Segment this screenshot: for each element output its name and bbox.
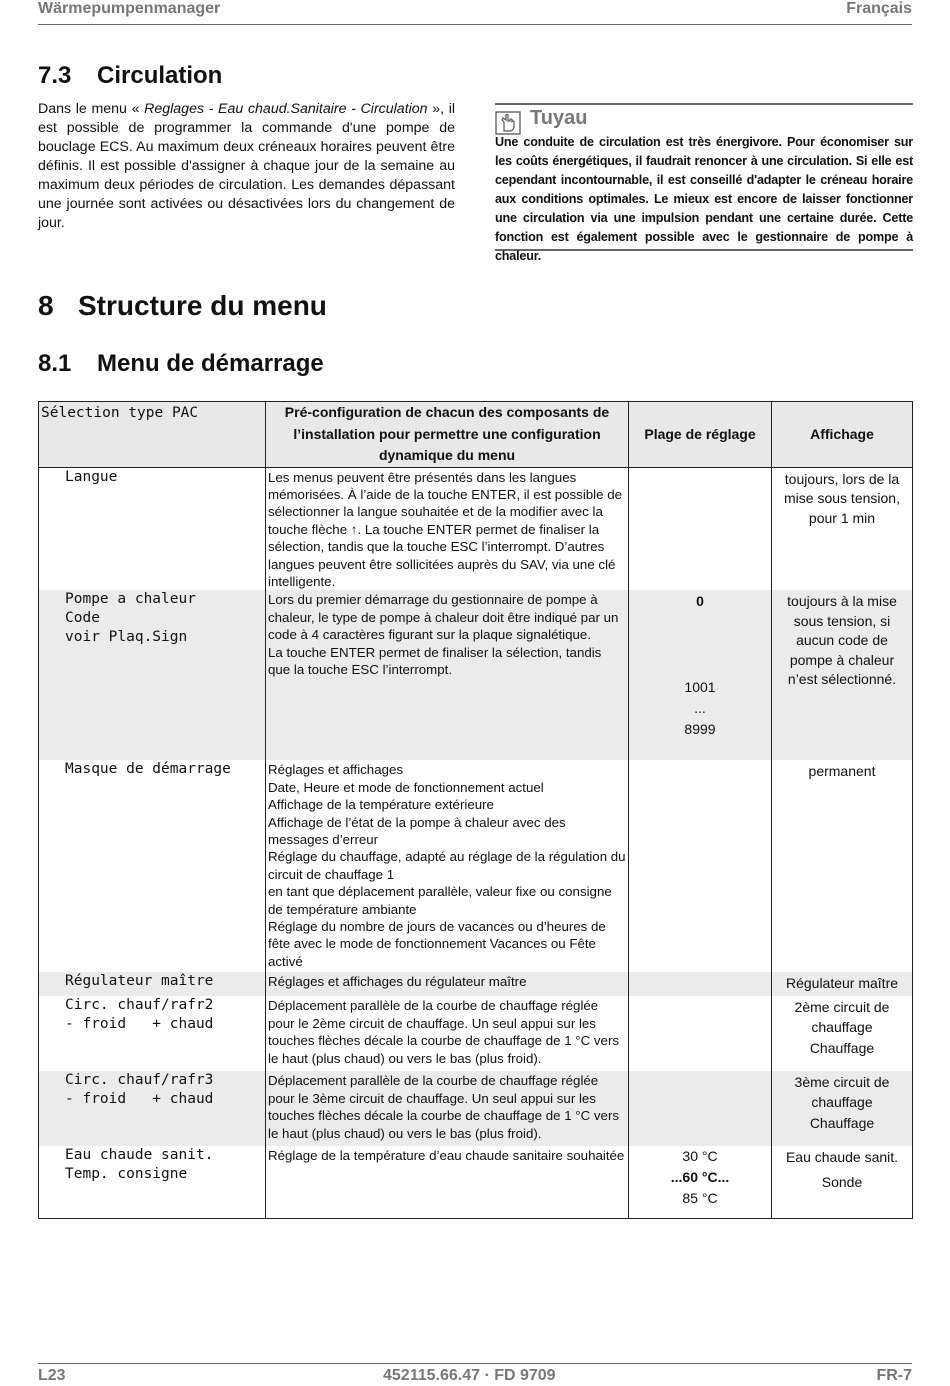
menu-item: Pompe a chaleur Code voir Plaq.Sign [65,591,196,646]
tip-box [495,103,913,263]
row-display: Régulateur maître [785,975,899,992]
row-description: Réglages et affichages Date, Heure et mode de fonctionnement actuel Affichage de la température extérieure Affichage de l’état de la pompe à chaleur avec des messages d’erreur Réglage du chauffage, adapté au réglage de la régulation du circuit de chauffage 1 en tant que déplacement parallèle, valeur fixe ou consigne de température ambiante Réglage du nombre de jours de vacances ou d’heures de fête avec le mode de fonctionnement Vacances ou Fête activé [268,762,626,969]
menu-item: Circ. chauf/rafr3 - froid + chaud [65,1072,214,1108]
footer-page-number: FR-7 [876,1367,912,1384]
row-description: Déplacement parallèle de la courbe de chauffage réglée pour le 2ème circuit de chauffage. Un seul appui sur les touches flèches décale la courbe de chauffage de 1 °C vers le haut (plus chaud) ou vers le bas (plus froid). [268,998,620,1066]
row-display-mode: Chauffage [809,1040,875,1057]
footer-document-number: 452115.66.47 · FD 9709 [383,1367,556,1384]
col-range-header: Plage de réglage [629,402,772,468]
row-description: Les menus peuvent être présentés dans les langues mémorisées. À l’aide de la touche ENTER, il est possible de sélectionner la langue souhaitée et de la modifier avec la touche flèche ↑. La touche ENTER permet de finaliser la sélection, tandis que la touche ESC l’interrompt. D’autres langues peuvent être sollicitées auprès du SAV, via une clé intelligente. [268,469,623,589]
menu-item: Régulateur maître [65,973,214,990]
range-min: 30 °C [682,1148,718,1165]
section-8-heading: 8 Structure du menu [38,290,327,321]
page-header [38,0,912,25]
circulation-intro: Dans le menu « Reglages - Eau chaud.Sanitaire - Circulation », il est possible de programmer la commande d'une pompe de bouclage ECS. Au maximum deux créneaux horaires peuvent être définis. Il est possible d'assigner à chaque jour de la semaine au maximum deux périodes de circulation. Les demandes dépassant une journée sont activées ou désactivées lors du changement de jour. [38,101,455,231]
tip-title: Tuyau [530,107,588,129]
menu-path: Reglages - Eau chaud.Sanitaire - Circulation [144,101,428,117]
tip-text: Une conduite de circulation est très énergivore. Pour économiser sur les coûts énergétiques, il faudrait renoncer à une circulation. Si elle est cependant incontournable, il est conseillé d'adapter le créneau horaire aux conditions optimales. Le mieux est encore de laisser fonctionner une circulation via une impulsion pendant une certaine durée. Cette fonction est également possible avec le gestionnaire de pompe à chaleur. [495,135,913,263]
table-row [39,1071,913,1146]
header-language: Français [846,0,912,17]
row-description: Déplacement parallèle de la courbe de chauffage réglée pour le 3ème circuit de chauffage. Un seul appui sur les touches flèches décale la courbe de chauffage de 1 °C vers le haut (plus chaud) ou vers le bas (plus froid). [268,1073,620,1141]
row-display: Eau chaude sanit. [785,1149,899,1166]
range-max: 85 °C [682,1190,718,1207]
header-product: Wärmepumpenmanager [38,0,221,17]
range-min: 0 [696,593,704,610]
footer-code: L23 [38,1367,66,1384]
row-display: 2ème circuit de chauffage [794,999,890,1035]
table-row [39,996,913,1071]
row-description: Réglages et affichages du régulateur maître [268,974,527,990]
start-menu-table [38,401,913,1219]
range-ellipsis: ... [694,700,706,717]
menu-item: Circ. chauf/rafr2 - froid + chaud [65,997,214,1033]
table-row [39,467,913,590]
row-display: toujours, lors de la mise sous tension, pour 1 min [784,470,900,526]
range-high: 8999 [684,721,716,738]
row-display: toujours à la mise sous tension, si aucun code de pompe à chaleur n’est sélectionné. [787,593,897,688]
section-7-3-heading: 7.3 Circulation [38,62,223,89]
table-header-row [39,402,913,468]
row-display: 3ème circuit de chauffage [794,1074,890,1110]
menu-item: Eau chaude sanit. Temp. consigne [65,1147,214,1183]
row-display: permanent [808,763,876,780]
table-row [39,972,913,996]
menu-item: Langue [65,468,118,485]
col-description-header: Pré-configuration de chacun des composants de l’installation pour permettre une configuration dynamique du menu [266,402,629,468]
range-low: 1001 [684,679,716,696]
col-menu-header: Sélection type PAC [39,402,266,468]
menu-item: Masque de démarrage [65,761,231,778]
table-row [39,1146,913,1218]
table-row [39,590,913,760]
row-description: Lors du premier démarrage du gestionnaire de pompe à chaleur, le type de pompe à chaleur doit être indiqué par un code à 4 caractères figurant sur la plaque signalétique. La touche ENTER permet de finaliser la sélection, tandis que la touche ESC l’interrompt. [268,592,619,677]
table-row [39,760,913,972]
hand-pointing-icon [495,111,521,135]
col-display-header: Affichage [772,402,913,468]
row-display-sensor: Sonde [821,1173,863,1190]
page-footer [38,1363,912,1386]
section-8-1-heading: 8.1 Menu de démarrage [38,350,324,377]
row-description: Réglage de la température d’eau chaude sanitaire souhaitée [268,1148,625,1164]
row-display-mode: Chauffage [809,1115,875,1132]
range-default: ...60 °C... [670,1169,730,1186]
